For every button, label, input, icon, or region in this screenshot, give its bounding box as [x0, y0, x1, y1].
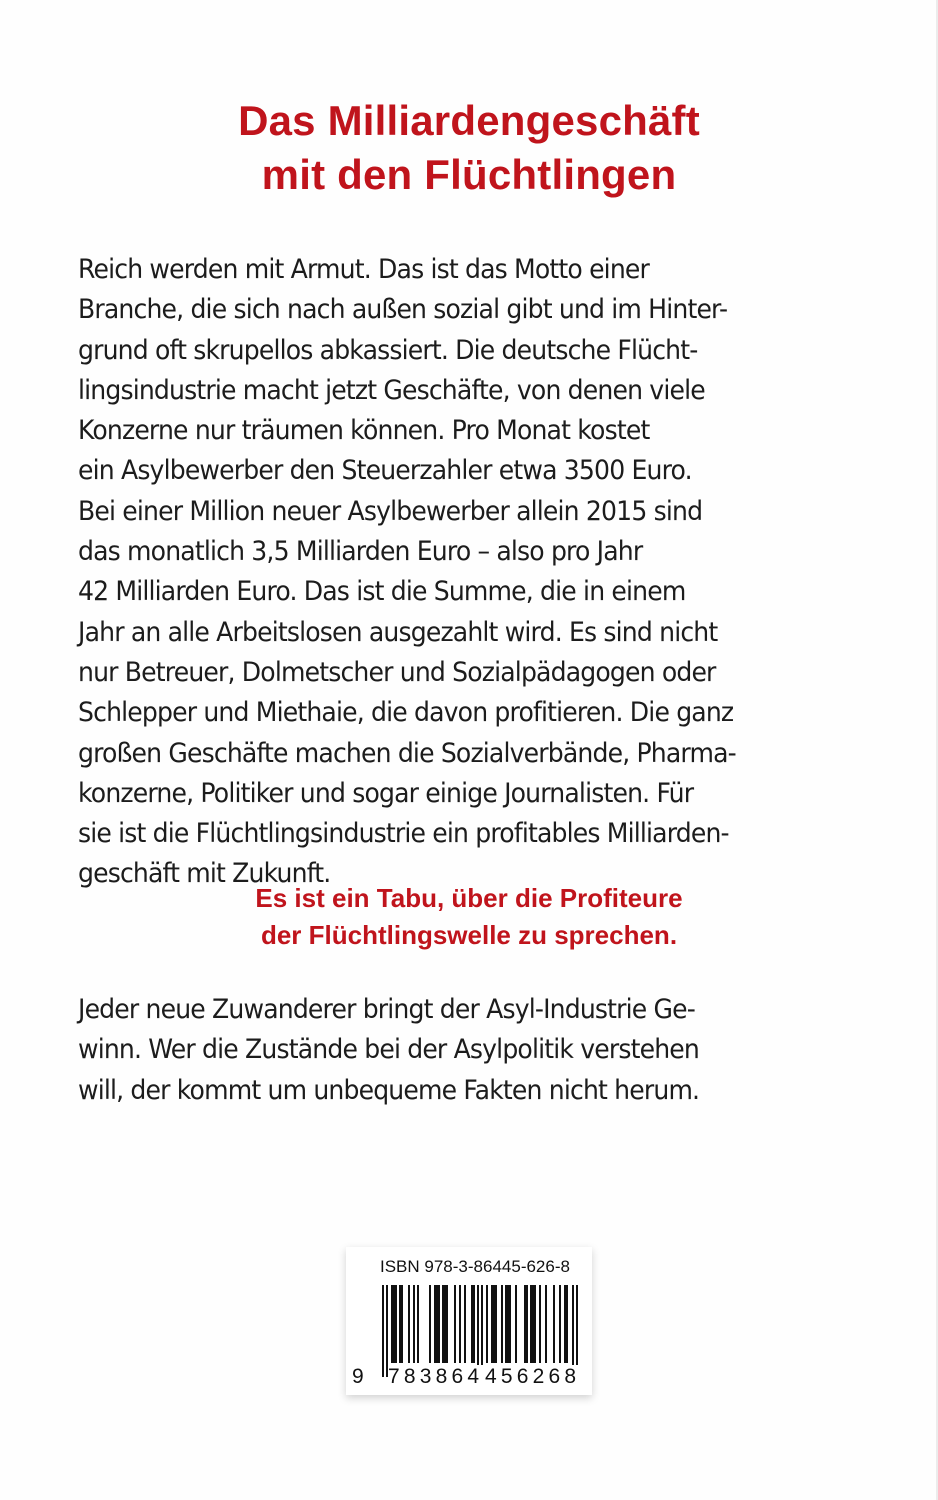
text-line: will, der kommt um unbequeme Fakten nicht herum. [78, 1074, 700, 1106]
text-line: Reich werden mit Armut. Das ist das Motto einer [78, 254, 650, 285]
text-line: Jahr an alle Arbeitslosen ausgezahlt wird. Es sind nicht [78, 616, 718, 648]
barcode-digit-first: 9 [352, 1365, 364, 1388]
closing-paragraph [78, 990, 822, 1111]
highlight-line: Es ist ein Tabu, über die Profiteure [255, 883, 683, 913]
blurb-paragraph [78, 250, 822, 895]
text-line: lingsindustrie macht jetzt Geschäfte, von denen viele [78, 374, 705, 406]
text-line: Branche, die sich nach außen sozial gibt und im Hinter- [78, 294, 728, 326]
title-line: Das Milliardengeschäft [238, 97, 700, 144]
text-line: grund oft skrupellos abkassiert. Die deutsche Flücht- [78, 334, 698, 366]
isbn-label: ISBN 978-3-86445-626-8 [380, 1257, 570, 1276]
text-line: geschäft mit Zukunft. [78, 858, 331, 890]
barcode-icon [382, 1285, 582, 1377]
cover-title [0, 94, 938, 202]
text-line: Konzerne nur träumen können. Pro Monat kostet [78, 415, 650, 447]
text-line: nur Betreuer, Dolmetscher und Sozialpädagogen oder [78, 656, 716, 688]
text-line: konzerne, Politiker und sogar einige Journalisten. Für [78, 777, 694, 809]
text-line: 42 Milliarden Euro. Das ist die Summe, die in einem [78, 576, 686, 608]
text-line: großen Geschäfte machen die Sozialverbände, Pharma- [78, 737, 736, 769]
text-line: ein Asylbewerber den Steuerzahler etwa 3500 Euro. [78, 455, 692, 487]
barcode-digits-left: 783864 [388, 1365, 484, 1388]
highlight-statement [0, 880, 938, 954]
text-line: winn. Wer die Zustände bei der Asylpolitik verstehen [78, 1034, 699, 1066]
text-line: Bei einer Million neuer Asylbewerber allein 2015 sind [78, 495, 703, 527]
text-line: sie ist die Flüchtlingsindustrie ein profitables Milliarden- [78, 818, 729, 850]
title-line: mit den Flüchtlingen [261, 151, 677, 198]
text-line: Schlepper und Miethaie, die davon profitieren. Die ganz [78, 697, 734, 729]
barcode-digits-right: 456268 [485, 1365, 581, 1388]
highlight-line: der Flüchtlingswelle zu sprechen. [260, 920, 678, 950]
text-line: Jeder neue Zuwanderer bringt der Asyl-Industrie Ge- [78, 994, 696, 1025]
isbn-barcode-box [346, 1247, 592, 1395]
text-line: das monatlich 3,5 Milliarden Euro – also pro Jahr [78, 536, 643, 568]
